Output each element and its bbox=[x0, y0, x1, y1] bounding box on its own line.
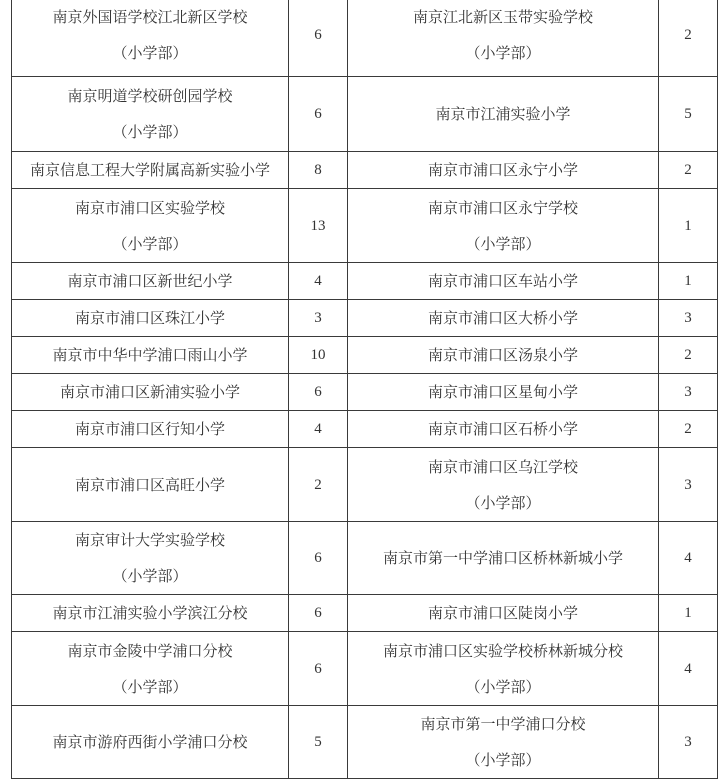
school-section-note: （小学部） bbox=[112, 567, 188, 585]
left-school-name-cell bbox=[12, 77, 289, 152]
school-name: 南京市浦口区新浦实验小学 bbox=[59, 383, 240, 401]
right-quota-count: 3 bbox=[659, 300, 718, 337]
school-name: 南京市金陵中学浦口分校 bbox=[67, 641, 233, 660]
school-section-note: （小学部） bbox=[112, 677, 188, 696]
school-name: 南京市游府西街小学浦口分校 bbox=[52, 733, 248, 751]
right-school-name-cell bbox=[348, 300, 659, 337]
school-name: 南京市浦口区永宁学校 bbox=[427, 198, 578, 217]
school-name: 南京市浦口区车站小学 bbox=[427, 272, 578, 290]
school-name: 南京明道学校研创园学校 bbox=[67, 87, 233, 105]
table-row bbox=[12, 411, 718, 448]
left-quota-count: 6 bbox=[289, 595, 348, 632]
left-quota-count: 2 bbox=[289, 448, 348, 522]
table-row bbox=[12, 522, 718, 595]
school-name: 南京市浦口区星甸小学 bbox=[427, 383, 578, 401]
right-school-name-cell bbox=[348, 411, 659, 448]
left-school-name-cell bbox=[12, 595, 289, 632]
school-name: 南京外国语学校江北新区学校 bbox=[52, 7, 248, 26]
left-quota-count: 6 bbox=[289, 522, 348, 595]
school-section-note: （小学部） bbox=[465, 677, 541, 696]
left-quota-count: 4 bbox=[289, 411, 348, 448]
school-name: 南京市江浦实验小学滨江分校 bbox=[52, 604, 248, 622]
school-name: 南京市浦口区新世纪小学 bbox=[67, 272, 233, 290]
left-quota-count: 6 bbox=[289, 77, 348, 152]
right-school-name-cell bbox=[348, 189, 659, 263]
left-quota-count: 13 bbox=[289, 189, 348, 263]
right-quota-count: 5 bbox=[659, 77, 718, 152]
table-row bbox=[12, 0, 718, 77]
school-name: 南京江北新区玉带实验学校 bbox=[412, 7, 593, 26]
table-row bbox=[12, 77, 718, 152]
right-quota-count: 2 bbox=[659, 337, 718, 374]
table-row bbox=[12, 595, 718, 632]
left-school-name-cell bbox=[12, 411, 289, 448]
left-quota-count: 10 bbox=[289, 337, 348, 374]
right-quota-count: 3 bbox=[659, 706, 718, 779]
right-school-name-cell bbox=[348, 374, 659, 411]
school-name: 南京信息工程大学附属高新实验小学 bbox=[29, 161, 270, 179]
table-row bbox=[12, 189, 718, 263]
left-quota-count: 8 bbox=[289, 152, 348, 189]
school-name: 南京市浦口区陡岗小学 bbox=[427, 604, 578, 622]
left-school-name-cell bbox=[12, 263, 289, 300]
right-school-name-cell bbox=[348, 337, 659, 374]
left-school-name-cell bbox=[12, 374, 289, 411]
school-name: 南京审计大学实验学校 bbox=[74, 531, 225, 549]
school-section-note: （小学部） bbox=[112, 123, 188, 141]
school-name: 南京市浦口区高旺小学 bbox=[74, 475, 225, 494]
left-quota-count: 3 bbox=[289, 300, 348, 337]
left-school-name-cell bbox=[12, 522, 289, 595]
school-name: 南京市中华中学浦口雨山小学 bbox=[52, 346, 248, 364]
left-school-name-cell bbox=[12, 337, 289, 374]
right-quota-count: 4 bbox=[659, 522, 718, 595]
table-row bbox=[12, 263, 718, 300]
left-school-name-cell bbox=[12, 0, 289, 77]
right-quota-count: 2 bbox=[659, 0, 718, 77]
school-name: 南京市江浦实验小学 bbox=[435, 105, 571, 123]
school-name: 南京市浦口区永宁小学 bbox=[427, 161, 578, 179]
school-section-note: （小学部） bbox=[465, 43, 541, 62]
left-school-name-cell bbox=[12, 300, 289, 337]
left-quota-count: 6 bbox=[289, 632, 348, 706]
right-school-name-cell bbox=[348, 632, 659, 706]
school-section-note: （小学部） bbox=[465, 751, 541, 769]
school-section-note: （小学部） bbox=[112, 234, 188, 253]
table-row bbox=[12, 706, 718, 779]
left-quota-count: 6 bbox=[289, 0, 348, 77]
school-section-note: （小学部） bbox=[465, 493, 541, 512]
left-school-name-cell bbox=[12, 152, 289, 189]
school-section-note: （小学部） bbox=[112, 43, 188, 62]
school-name: 南京市第一中学浦口区桥林新城小学 bbox=[382, 549, 623, 567]
right-school-name-cell bbox=[348, 448, 659, 522]
table-row bbox=[12, 632, 718, 706]
right-quota-count: 2 bbox=[659, 411, 718, 448]
school-name: 南京市浦口区珠江小学 bbox=[74, 309, 225, 327]
right-quota-count: 1 bbox=[659, 263, 718, 300]
left-quota-count: 5 bbox=[289, 706, 348, 779]
school-name: 南京市第一中学浦口分校 bbox=[420, 715, 586, 733]
left-quota-count: 6 bbox=[289, 374, 348, 411]
table-row bbox=[12, 337, 718, 374]
right-school-name-cell bbox=[348, 706, 659, 779]
left-school-name-cell bbox=[12, 632, 289, 706]
right-quota-count: 3 bbox=[659, 448, 718, 522]
table-row bbox=[12, 152, 718, 189]
school-section-note: （小学部） bbox=[465, 234, 541, 253]
school-name: 南京市浦口区实验学校 bbox=[74, 198, 225, 217]
school-quota-table bbox=[11, 0, 718, 779]
right-school-name-cell bbox=[348, 77, 659, 152]
table-row bbox=[12, 448, 718, 522]
left-school-name-cell bbox=[12, 189, 289, 263]
table-body bbox=[12, 0, 718, 779]
right-school-name-cell bbox=[348, 522, 659, 595]
school-name: 南京市浦口区实验学校桥林新城分校 bbox=[382, 641, 623, 660]
school-name: 南京市浦口区石桥小学 bbox=[427, 420, 578, 438]
left-school-name-cell bbox=[12, 448, 289, 522]
left-quota-count: 4 bbox=[289, 263, 348, 300]
right-school-name-cell bbox=[348, 595, 659, 632]
school-name: 南京市浦口区乌江学校 bbox=[427, 457, 578, 476]
right-quota-count: 4 bbox=[659, 632, 718, 706]
school-name: 南京市浦口区行知小学 bbox=[74, 420, 225, 438]
right-school-name-cell bbox=[348, 0, 659, 77]
school-name: 南京市浦口区汤泉小学 bbox=[427, 346, 578, 364]
right-school-name-cell bbox=[348, 152, 659, 189]
table-row bbox=[12, 300, 718, 337]
left-school-name-cell bbox=[12, 706, 289, 779]
school-name: 南京市浦口区大桥小学 bbox=[427, 309, 578, 327]
table-row bbox=[12, 374, 718, 411]
right-quota-count: 1 bbox=[659, 595, 718, 632]
right-quota-count: 3 bbox=[659, 374, 718, 411]
right-school-name-cell bbox=[348, 263, 659, 300]
right-quota-count: 1 bbox=[659, 189, 718, 263]
right-quota-count: 2 bbox=[659, 152, 718, 189]
